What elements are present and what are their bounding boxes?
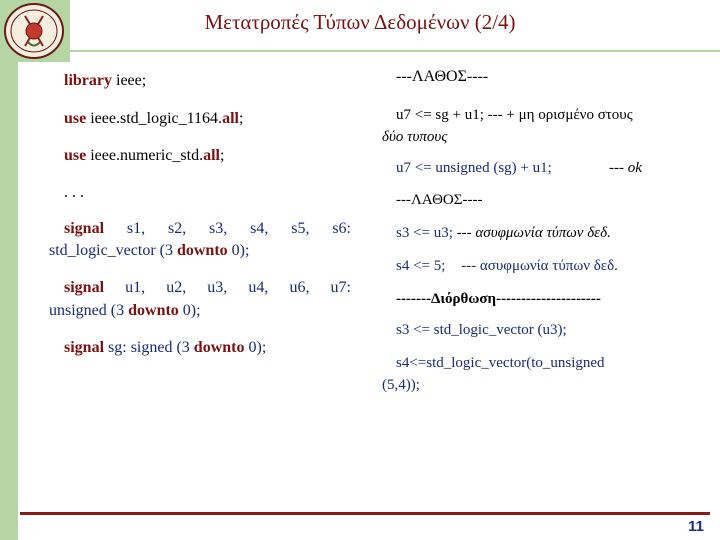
keyword: downto (193, 339, 245, 356)
code-text: s4<=std_logic_vector(to_unsigned (396, 355, 605, 371)
keyword: all (222, 110, 239, 127)
code-line-s4-fix (396, 352, 605, 374)
keyword: signal (64, 279, 105, 296)
keyword: use (64, 110, 87, 127)
sidebar-stripe (0, 0, 18, 540)
code-text: ieee.numeric_std. (86, 147, 204, 164)
keyword: library (64, 72, 112, 89)
code-line-s4-fix-cont (382, 374, 420, 396)
title-underline (70, 50, 720, 52)
code-text: unsigned (3 (49, 302, 129, 319)
code-text: s3 <= u3; (396, 225, 453, 241)
code-text: s3 <= std_logic_vector (u3); (396, 322, 567, 338)
keyword: downto (176, 242, 228, 259)
code-line-s3-error (396, 222, 611, 244)
page-number: 11 (688, 518, 704, 535)
ellipsis: . . . (64, 184, 84, 201)
code-comment: --- ασυφμωνία τύπων δεδ. (461, 258, 618, 274)
keyword: downto (128, 302, 179, 319)
code-comment: --- ασυφμωνία τύπων δεδ. (452, 225, 611, 241)
keyword: all (203, 147, 220, 164)
code-text: u1, u2, u3, u4, u6, u7: (104, 279, 351, 296)
code-text: sg: signed (3 (104, 339, 194, 356)
page-title: Μετατροπές Τύπων Δεδομένων (2/4) (204, 10, 516, 34)
code-text: ieee.std_logic_1164. (86, 110, 223, 127)
code-line-signal-u (64, 277, 351, 299)
code-line-signal-s (64, 218, 351, 240)
keyword: signal (64, 339, 105, 356)
code-line-s3-fix (396, 319, 567, 341)
code-line-use-1164 (64, 108, 243, 130)
keyword: signal (64, 220, 105, 237)
code-line-signal-s-type (49, 240, 249, 262)
code-text: u7 <= sg + u1; --- + μη ορισμένο στους (396, 107, 633, 123)
logo-block (0, 0, 70, 62)
code-text: std_logic_vector (3 (49, 242, 177, 259)
code-line-library (64, 70, 146, 92)
keyword: use (64, 147, 87, 164)
code-text: ; (219, 147, 225, 164)
code-line-use-numeric (64, 145, 224, 167)
code-line-u7-error (396, 104, 633, 126)
code-text: s4 <= 5; (396, 258, 446, 274)
fix-marker: -------Διόρθωση--------------------- (396, 291, 601, 307)
code-text: (5,4)); (382, 377, 420, 393)
code-text: 0); (178, 302, 201, 319)
code-line-signal-sg (64, 337, 266, 359)
university-seal-icon (3, 2, 65, 60)
code-text: s1, s2, s3, s4, s5, s6: (104, 220, 351, 237)
footer-divider (20, 512, 710, 515)
code-text: 0); (244, 339, 267, 356)
code-line-signal-u-type (49, 300, 201, 322)
code-text: u7 <= unsigned (sg) + u1; (396, 160, 552, 176)
error-marker-1: ---ΛΑΘΟΣ---- (396, 68, 489, 85)
code-line-u7-error-cont: δύο τυπους (382, 129, 448, 145)
code-text: ieee; (112, 72, 147, 89)
code-text: ; (238, 110, 244, 127)
code-line-s4-error (396, 255, 618, 277)
code-line-u7-ok (396, 157, 552, 179)
error-marker-2: ---ΛΑΘΟΣ---- (396, 192, 483, 208)
code-text: 0); (227, 242, 250, 259)
ok-comment: --- ok (609, 160, 642, 176)
